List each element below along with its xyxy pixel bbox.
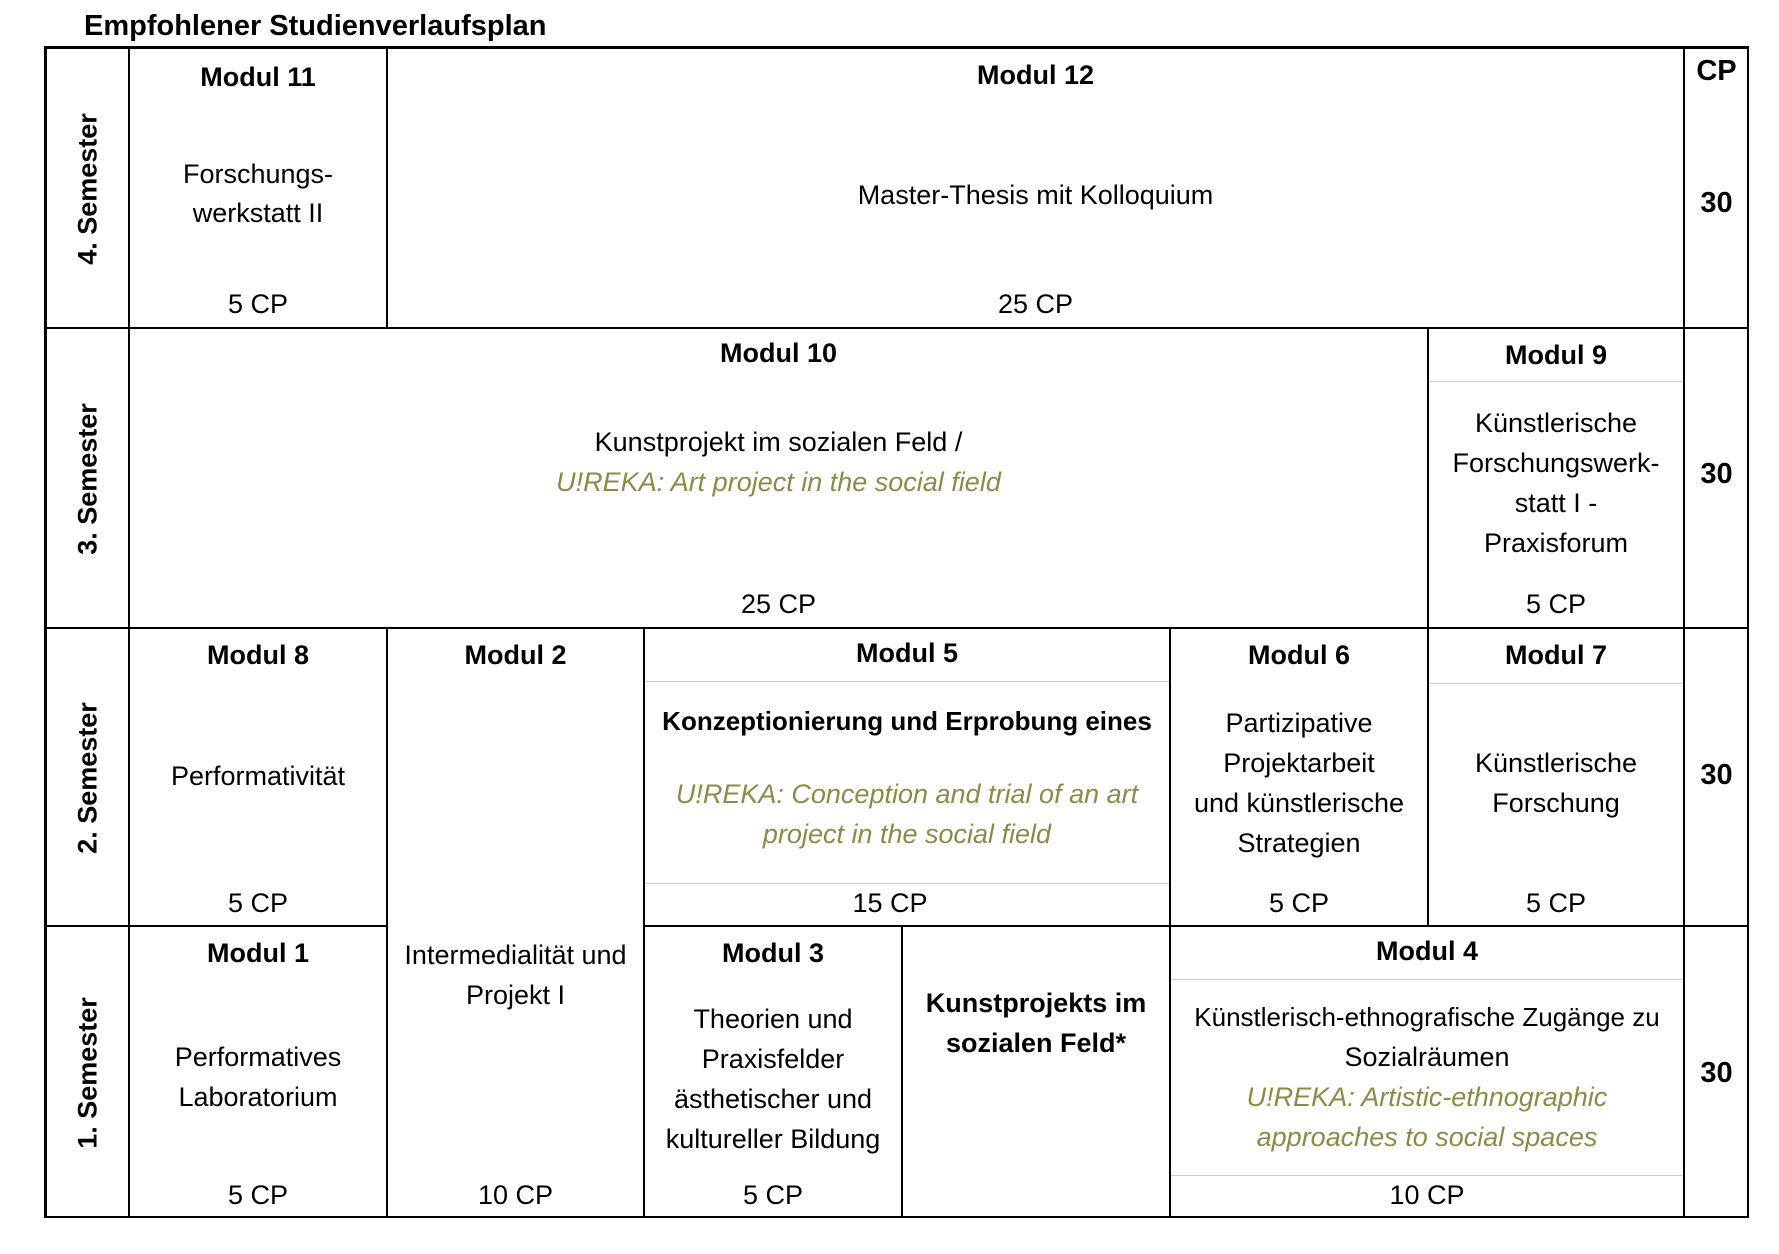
cp-value-semester-4: 30 [1700, 187, 1733, 219]
module-9-title-line3: statt I - [1514, 488, 1598, 518]
module-10-title-english: U!REKA: Art project in the social field [556, 467, 1001, 497]
module-4-title-english-line2: approaches to social spaces [1256, 1122, 1598, 1152]
cp-value-semester-2: 30 [1700, 759, 1733, 791]
module-8-cell [129, 628, 387, 926]
module-9-name: Modul 9 [1505, 340, 1607, 370]
module-7-title-line1: Künstlerische [1474, 748, 1638, 778]
semester-3-label-cell [46, 328, 129, 628]
module-6-title-line4: Strategien [1237, 828, 1361, 858]
module-10-cell [129, 328, 1428, 628]
module-1-cell [129, 926, 387, 1218]
module-11-cell [129, 48, 387, 328]
module-6-name: Modul 6 [1248, 640, 1350, 670]
cp-header: CP [1696, 55, 1737, 87]
cp-value-semester-1: 30 [1700, 1057, 1733, 1089]
module-6-cell [1170, 628, 1428, 926]
module-5-title-english-line2: project in the social field [762, 819, 1052, 849]
module-7-name: Modul 7 [1505, 640, 1607, 670]
module-4-name: Modul 4 [1376, 936, 1478, 966]
module-3-title-line1: Theorien und [693, 1004, 853, 1034]
module-12-title: Master-Thesis mit Kolloquium [857, 180, 1214, 210]
module-3-name: Modul 3 [722, 938, 824, 968]
module-3-cell [644, 926, 902, 1218]
module-9-title-line1: Künstlerische [1474, 408, 1638, 438]
semester-2-label: 2. Semester [72, 702, 103, 854]
module-1-name: Modul 1 [207, 938, 309, 968]
module-5-title-line1: Konzeptionierung und Erprobung eines [662, 706, 1152, 736]
module-6-title-line2: Projektarbeit [1223, 748, 1375, 778]
module-12-cp: 25 CP [997, 289, 1074, 319]
module-2-cp: 10 CP [477, 1180, 554, 1210]
module-1-title-line2: Laboratorium [178, 1082, 338, 1112]
module-2-name: Modul 2 [464, 640, 567, 670]
module-9-cp: 5 CP [1525, 589, 1587, 619]
module-3-title-line2: Praxisfelder [701, 1044, 845, 1074]
module-8-name: Modul 8 [207, 640, 309, 670]
module-10-cp: 25 CP [740, 589, 817, 619]
module-5-continuation-cell [902, 926, 1170, 1218]
module-7-cp: 5 CP [1525, 888, 1587, 918]
page-title: Empfohlener Studienverlaufsplan [84, 10, 547, 42]
module-6-cp: 5 CP [1268, 888, 1330, 918]
module-11-name: Modul 11 [200, 62, 316, 92]
module-9-title-line4: Praxisforum [1483, 528, 1629, 558]
module-5-continuation-line1: Kunstprojekts im [925, 988, 1147, 1018]
module-4-title-line2: Sozialräumen [1344, 1042, 1510, 1072]
module-11-cp: 5 CP [227, 289, 289, 319]
semester-1-label-cell [46, 926, 129, 1218]
semester-3-label: 3. Semester [72, 403, 103, 555]
semester-4-label: 4. Semester [72, 113, 103, 265]
module-12-name: Modul 12 [976, 60, 1094, 90]
semester-2-label-cell [46, 628, 129, 926]
module-7-title-line2: Forschung [1492, 788, 1620, 818]
module-9-title-line2: Forschungswerk- [1452, 448, 1660, 478]
module-5-title-english-line1: U!REKA: Conception and trial of an art [675, 779, 1139, 809]
module-10-title: Kunstprojekt im sozialen Feld / [594, 427, 963, 457]
module-12-cell [387, 48, 1684, 328]
module-4-divider-top [1171, 979, 1683, 980]
module-11-title-line2: werkstatt II [192, 198, 324, 228]
module-2-cell [387, 628, 644, 1218]
module-4-cp: 10 CP [1389, 1180, 1465, 1210]
module-9-cell [1428, 328, 1684, 628]
module-5-cell [644, 628, 1170, 926]
module-8-cp: 5 CP [227, 888, 289, 918]
module-4-title-english-line1: U!REKA: Artistic-ethnographic [1246, 1082, 1608, 1112]
module-2-title-line2: Projekt I [465, 980, 566, 1010]
module-7-divider [1429, 683, 1683, 684]
module-3-title-line4: kultureller Bildung [665, 1124, 881, 1154]
cp-cell-semester-4 [1684, 48, 1749, 328]
module-4-title-line1: Künstlerisch-ethnografische Zugänge zu [1194, 1002, 1660, 1032]
module-6-title-line3: und künstlerische [1193, 788, 1405, 818]
module-2-title-line1: Intermedialität und [404, 940, 627, 970]
module-5-cp: 15 CP [852, 888, 928, 918]
module-3-cp: 5 CP [742, 1180, 804, 1210]
module-1-cp: 5 CP [227, 1180, 289, 1210]
module-11-title-line1: Forschungs- [182, 159, 334, 189]
semester-1-label: 1. Semester [72, 997, 103, 1149]
module-10-name: Modul 10 [719, 338, 837, 368]
cp-cell-semester-1 [1684, 926, 1749, 1218]
module-7-cell [1428, 628, 1684, 926]
module-6-title-line1: Partizipative [1225, 708, 1373, 738]
module-4-cell [1170, 926, 1684, 1218]
module-8-title: Performativität [170, 761, 346, 791]
module-5-divider-top [645, 681, 1169, 682]
cp-cell-semester-2 [1684, 628, 1749, 926]
module-5-name: Modul 5 [856, 638, 958, 668]
semester-4-label-cell [46, 48, 129, 328]
module-9-divider [1429, 381, 1683, 382]
module-1-title-line1: Performatives [174, 1042, 342, 1072]
study-plan-table [44, 46, 1749, 1218]
module-5-continuation-line2: sozialen Feld* [945, 1028, 1127, 1058]
cp-cell-semester-3 [1684, 328, 1749, 628]
cp-value-semester-3: 30 [1700, 458, 1733, 490]
module-3-title-line3: ästhetischer und [673, 1084, 873, 1114]
